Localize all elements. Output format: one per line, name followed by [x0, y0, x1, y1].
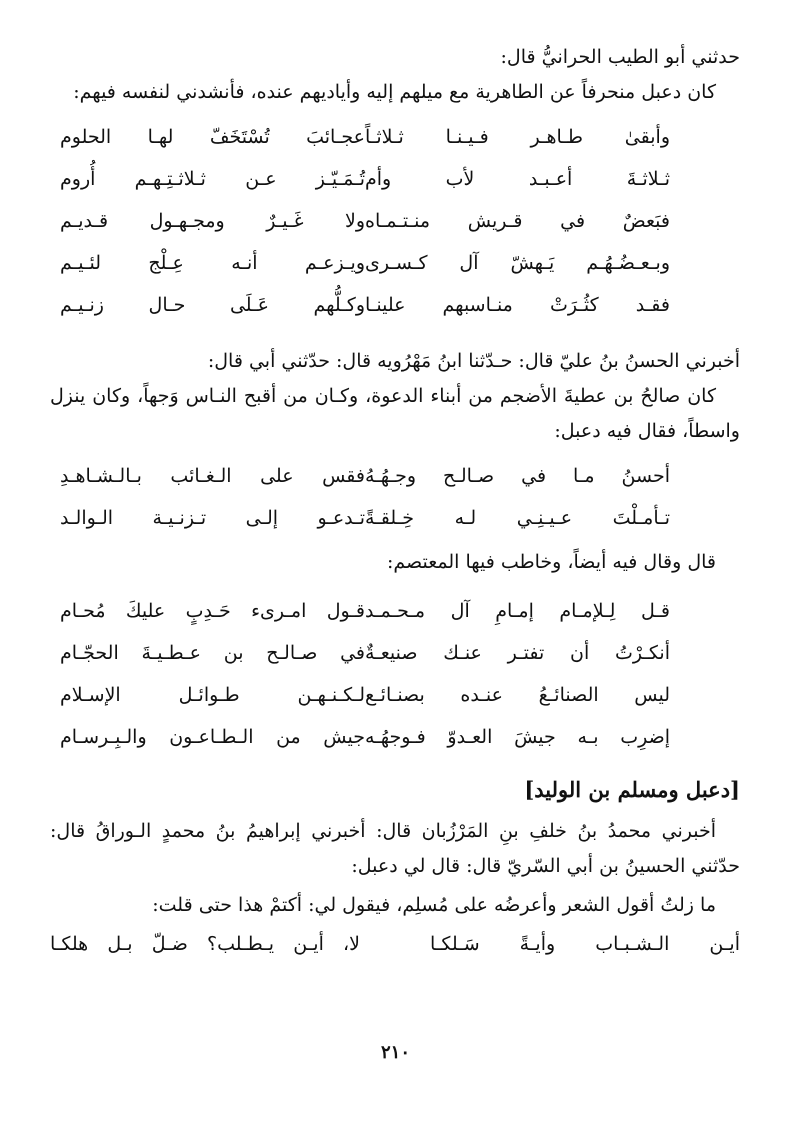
- verse-second-hemistich: وكـلُّهم عَـلَى حـال زنـيـم: [60, 294, 365, 316]
- verse-second-hemistich: تـدعـو إلـى تـزنـيـة الـوالـد: [60, 507, 365, 529]
- verse-first-hemistich: وبـعـضُـهُـم يَـهشّ آل كـسـرى: [365, 252, 670, 274]
- verse-first-hemistich: فقـد كثُـرَتْ منـاسبهم علينـا: [365, 294, 670, 316]
- verse-second-hemistich: جيش من الـطـاعـون والـبِـرسـام: [60, 726, 365, 748]
- verse-line: [50, 116, 740, 158]
- verse-line: [50, 716, 740, 758]
- poem-youth: [50, 923, 740, 965]
- verse-second-hemistich: تُـمَـيّـز عـن ثـلاثـتِـهـم أُروم: [60, 168, 365, 190]
- spacer: [50, 330, 740, 344]
- verse-line: [50, 674, 740, 716]
- verse-line: [50, 284, 740, 326]
- verse-first-hemistich: فبَعضٌ في قـريش منـتـمـاه: [365, 210, 670, 232]
- section-heading: [دعبل ومسلم بن الوليد]: [524, 777, 740, 802]
- verse-line: [50, 590, 740, 632]
- poem-mutasim: [50, 590, 740, 758]
- verse-first-hemistich: ثـلاثـةَ أعـبـد لأب وأم: [365, 168, 670, 190]
- verse-line: [50, 158, 740, 200]
- verse-first-hemistich: وأبقىٰ طـاهـر فـيـنـا ثـلاثـاً: [365, 126, 670, 148]
- verse-first-hemistich: قـل لِـلإمـام إمـامِ آل مـحـمـد: [365, 600, 670, 622]
- verse-first-hemistich: تـأمـلْتَ عـيـنِـي لـه خِـلقـةً: [365, 507, 670, 529]
- verse-line: [50, 923, 740, 965]
- verse-second-hemistich: ولا غَـيـرٌ ومجـهـول قـديـم: [60, 210, 365, 232]
- paragraph-muslim: ما زلتُ أقول الشعر وأعرضُه على مُسلِم، فيقول لي: أكتمْ هذا حتى قلت:: [152, 894, 716, 916]
- verse-second-hemistich: لا، أيـن يـطـلب؟ ضـلّ بـل هلكـا: [50, 933, 360, 955]
- book-page: [50, 40, 740, 1120]
- verse-first-hemistich: إضرِب بـه جيشَ العـدوّ فـوجهُـه: [365, 726, 670, 748]
- verse-second-hemistich: لـكـنـهـن طـوائـل الإسـلام: [60, 684, 365, 706]
- verse-line: [50, 242, 740, 284]
- page-number: ٢١٠: [380, 1042, 410, 1063]
- verse-second-hemistich: ويـزعـم أنـه عِـلْج لئـيـم: [60, 252, 365, 274]
- verse-first-hemistich: أحسنُ مـا في صـالـح وجـهُـهُ: [365, 465, 670, 487]
- verse-line: [50, 455, 740, 497]
- paragraph-mutasim: قال وقال فيه أيضاً، وخاطب فيها المعتصم:: [386, 551, 716, 573]
- verse-line: [50, 632, 740, 674]
- verse-first-hemistich: أيـن الـشـبـاب وأيـةً سَـلكـا: [430, 933, 740, 955]
- verse-second-hemistich: قـول امـرىء حَـدِبٍ عليكَ مُحـام: [60, 600, 365, 622]
- verse-second-hemistich: عجـائبَ تُسْتَخَفّ لهـا الحلوم: [60, 126, 365, 148]
- verse-line: [50, 200, 740, 242]
- paragraph-dibil-tahiriya: كان دعبل منحرفاً عن الطاهرية مع ميلهم إليه وأياديهم عنده، فأنشدني لنفسه فيهم:: [73, 81, 716, 103]
- verse-first-hemistich: ليس الصنائـعُ عنـده بصنـائـع: [365, 684, 670, 706]
- verse-line: [50, 497, 740, 539]
- paragraph-salih-ibn-atiya: كان صالحُ بن عطيةَ الأضجم من أبناء الدعوة، وكـان من أقبح النـاس وَجهاً، وكان ينزل واسطاً، فقال فيه دعبل:: [50, 385, 740, 442]
- verse-first-hemistich: أنكـرْتُ أن تفتـر عنـك صنيعـةٌ: [365, 642, 670, 664]
- paragraph-isnad-marzuban: أخبرني محمدُ بنُ خلفِ بنِ المَرْزُبان قال: أخبرني إبراهيمُ بنُ محمدٍ الـوراقُ قال: حدّثني الحسينُ بن أبي السّريّ قال: قال لي دعبل:: [50, 820, 740, 877]
- verse-second-hemistich: في صـالـح بن عـطـيـةَ الحجّـام: [60, 642, 365, 664]
- poem-salih: [50, 455, 740, 539]
- paragraph-isnad-hasan: أخبرني الحسنُ بنُ عليّ قال: حـدّثنا ابنُ مَهْرُويه قال: حدّثني أبي قال:: [207, 350, 740, 372]
- verse-second-hemistich: فقس على الـغـائب بـالـشـاهـدِ: [60, 465, 365, 487]
- paragraph-intro-hurrani: حدثني أبو الطيب الحرانيُّ قال:: [500, 46, 740, 68]
- poem-tahir: [50, 116, 740, 326]
